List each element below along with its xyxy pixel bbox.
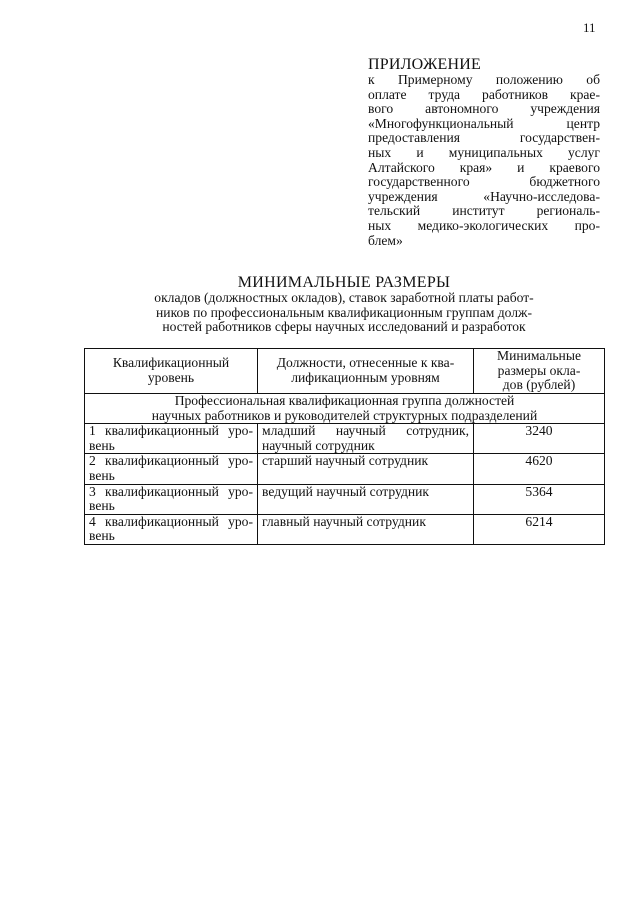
header-qualification-level: [85, 349, 258, 394]
appendix-line: предоставления государствен-: [368, 130, 600, 146]
appendix-line: вого автономного учреждения: [368, 101, 600, 117]
appendix-line: учреждения «Научно-исследова-: [368, 188, 600, 204]
appendix-line: блем»: [368, 232, 403, 248]
cell-line: 4 квалификационный уро-: [89, 513, 253, 529]
cell-line: младший научный сотрудник,: [262, 423, 469, 439]
page-number: 11: [583, 20, 596, 35]
table-row: [85, 514, 605, 544]
table-row: [85, 424, 605, 454]
appendix-line: ных и муниципальных услуг: [368, 144, 600, 160]
heading-line: окладов (должностных окладов), ставок заработной платы работ-: [154, 290, 534, 305]
cell-line: вень: [89, 437, 115, 453]
header-line: лификационным уровням: [291, 370, 440, 385]
appendix-line: «Многофункциональный центр: [368, 115, 600, 131]
appendix-block: [368, 56, 600, 248]
table-row: [85, 484, 605, 514]
heading-line: ностей работников сферы научных исследований и разработок: [162, 319, 526, 335]
heading-line: ников по профессиональным квалификационным группам долж-: [156, 304, 532, 320]
position-cell: главный научный сотрудник: [258, 514, 474, 544]
salary-cell: 3240: [474, 424, 605, 454]
appendix-line: оплате труда работников крае-: [368, 86, 600, 102]
cell-line: вень: [89, 498, 115, 514]
heading-subtitle: [84, 291, 604, 335]
table-group-row: [85, 394, 605, 424]
header-line: дов (рублей): [502, 377, 576, 393]
header-line: Квалификационный: [112, 355, 230, 371]
qualification-level-cell: [85, 484, 258, 514]
salary-cell: 4620: [474, 454, 605, 484]
salary-cell: 6214: [474, 514, 605, 544]
table-row: [85, 454, 605, 484]
appendix-line: ных медико-экологических про-: [368, 217, 600, 233]
header-line: Должности, отнесенные к ква-: [276, 355, 455, 371]
position-cell: старший научный сотрудник: [258, 454, 474, 484]
position-cell: ведущий научный сотрудник: [258, 484, 474, 514]
appendix-text: [368, 73, 600, 248]
header-minimum-salary: [474, 349, 605, 394]
group-title: [85, 394, 605, 424]
group-line: научных работников и руководителей структурных подразделений: [151, 407, 538, 423]
qualification-level-cell: [85, 424, 258, 454]
header-line: уровень: [147, 370, 195, 385]
header-positions: [258, 349, 474, 394]
position-cell: [258, 424, 474, 454]
appendix-line: к Примерному положению об: [368, 72, 600, 87]
heading-title: МИНИМАЛЬНЫЕ РАЗМЕРЫ: [237, 274, 451, 291]
cell-line: вень: [89, 528, 115, 544]
table-header-row: [85, 349, 605, 394]
document-heading: [84, 274, 604, 335]
appendix-line: государственного бюджетного: [368, 174, 600, 190]
salary-cell: 5364: [474, 484, 605, 514]
header-line: Минимальные: [497, 348, 581, 364]
cell-line: 1 квалификационный уро-: [89, 423, 253, 439]
cell-line: вень: [89, 467, 115, 483]
cell-line: 3 квалификационный уро-: [89, 483, 253, 499]
qualification-level-cell: [85, 514, 258, 544]
header-line: размеры окла-: [497, 362, 581, 378]
cell-line: научный сотрудник: [262, 437, 375, 453]
qualification-level-cell: [85, 454, 258, 484]
appendix-line: тельский институт региональ-: [368, 203, 600, 219]
appendix-title: ПРИЛОЖЕНИЕ: [368, 56, 482, 73]
salary-table: [84, 348, 605, 545]
group-line: Профессиональная квалификационная группа должностей: [174, 393, 515, 408]
cell-line: 2 квалификационный уро-: [89, 453, 253, 469]
appendix-line: Алтайского края» и краевого: [368, 159, 600, 175]
